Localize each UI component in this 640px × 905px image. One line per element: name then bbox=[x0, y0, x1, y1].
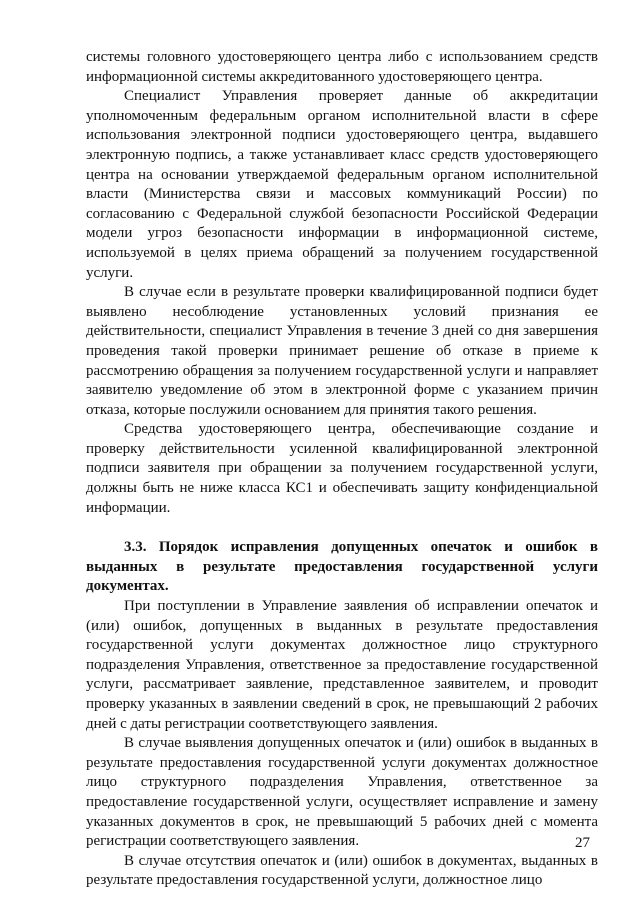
paragraph-accreditation-check: Специалист Управления проверяет данные об аккредитации уполномоченным федеральным органом исполнительной власти в сфере использования электронной подписи удостоверяющего центра, выдавшего электронную подпись, а также устанавливает класс средств удостоверяющего центра на основании утверждаемой федеральным органом исполнительной власти (Министерства связи и массовых коммуникаций России) по согласованию с Федеральной службой безопасности Российской Федерации модели угроз безопасности информации в информационной системе, используемой в целях приема обращений за получением государственной услуги. bbox=[86, 88, 598, 281]
section-spacer bbox=[86, 518, 598, 538]
paragraph-signature-verification: В случае если в результате проверки квалифицированной подписи будет выявлено несоблюдение установленных условий признания ее действительности, специалист Управления в течение 3 дней со дня завершения проведения такой проверки принимает решение об отказе в приеме к рассмотрению обращения за получением государственной услуги и направляет заявителю уведомление об этом в электронной форме с указанием причин отказа, которые послужили основанием для принятия такого решения. bbox=[86, 284, 598, 418]
paragraph-continuation: системы головного удостоверяющего центра либо с использованием средств информационной системы аккредитованного удостоверяющего центра. bbox=[86, 49, 598, 85]
document-page bbox=[86, 48, 598, 891]
paragraph-no-errors: В случае отсутствия опечаток и (или) ошибок в документах, выданных в результате предоставления государственной услуги, должностное лицо bbox=[86, 852, 598, 889]
paragraph-correction-procedure: В случае выявления допущенных опечаток и (или) ошибок в выданных в результате предоставления государственной услуги документах должностное лицо структурного подразделения Управления, ответственное за предоставление государственной услуги, осуществляет исправление и замену указанных документов в срок, не превышающий 5 рабочих дней с момента регистрации соответствующего заявления. bbox=[86, 735, 598, 850]
page-number: 27 bbox=[575, 835, 590, 851]
section-heading: 3.3. Порядок исправления допущенных опечаток и ошибок в выданных в результате предоставления государственной услуги документах. bbox=[86, 539, 598, 595]
paragraph-correction-request: При поступлении в Управление заявления об исправлении опечаток и (или) ошибок, допущенных в выданных в результате предоставления государственной услуги документах должностное лицо структурного подразделения Управления, ответственное за предоставление государственной услуги, рассматривает заявление, представленное заявителем, и проводит проверку указанных в заявлении сведений в срок, не превышающий 2 рабочих дней с даты регистрации соответствующего заявления. bbox=[86, 598, 598, 732]
paragraph-certification-class: Средства удостоверяющего центра, обеспечивающие создание и проверку действительности усиленной квалифицированной электронной подписи заявителя при обращении за получением государственной услуги, должны быть не ниже класса КС1 и обеспечивать защиту конфиденциальной информации. bbox=[86, 421, 598, 516]
